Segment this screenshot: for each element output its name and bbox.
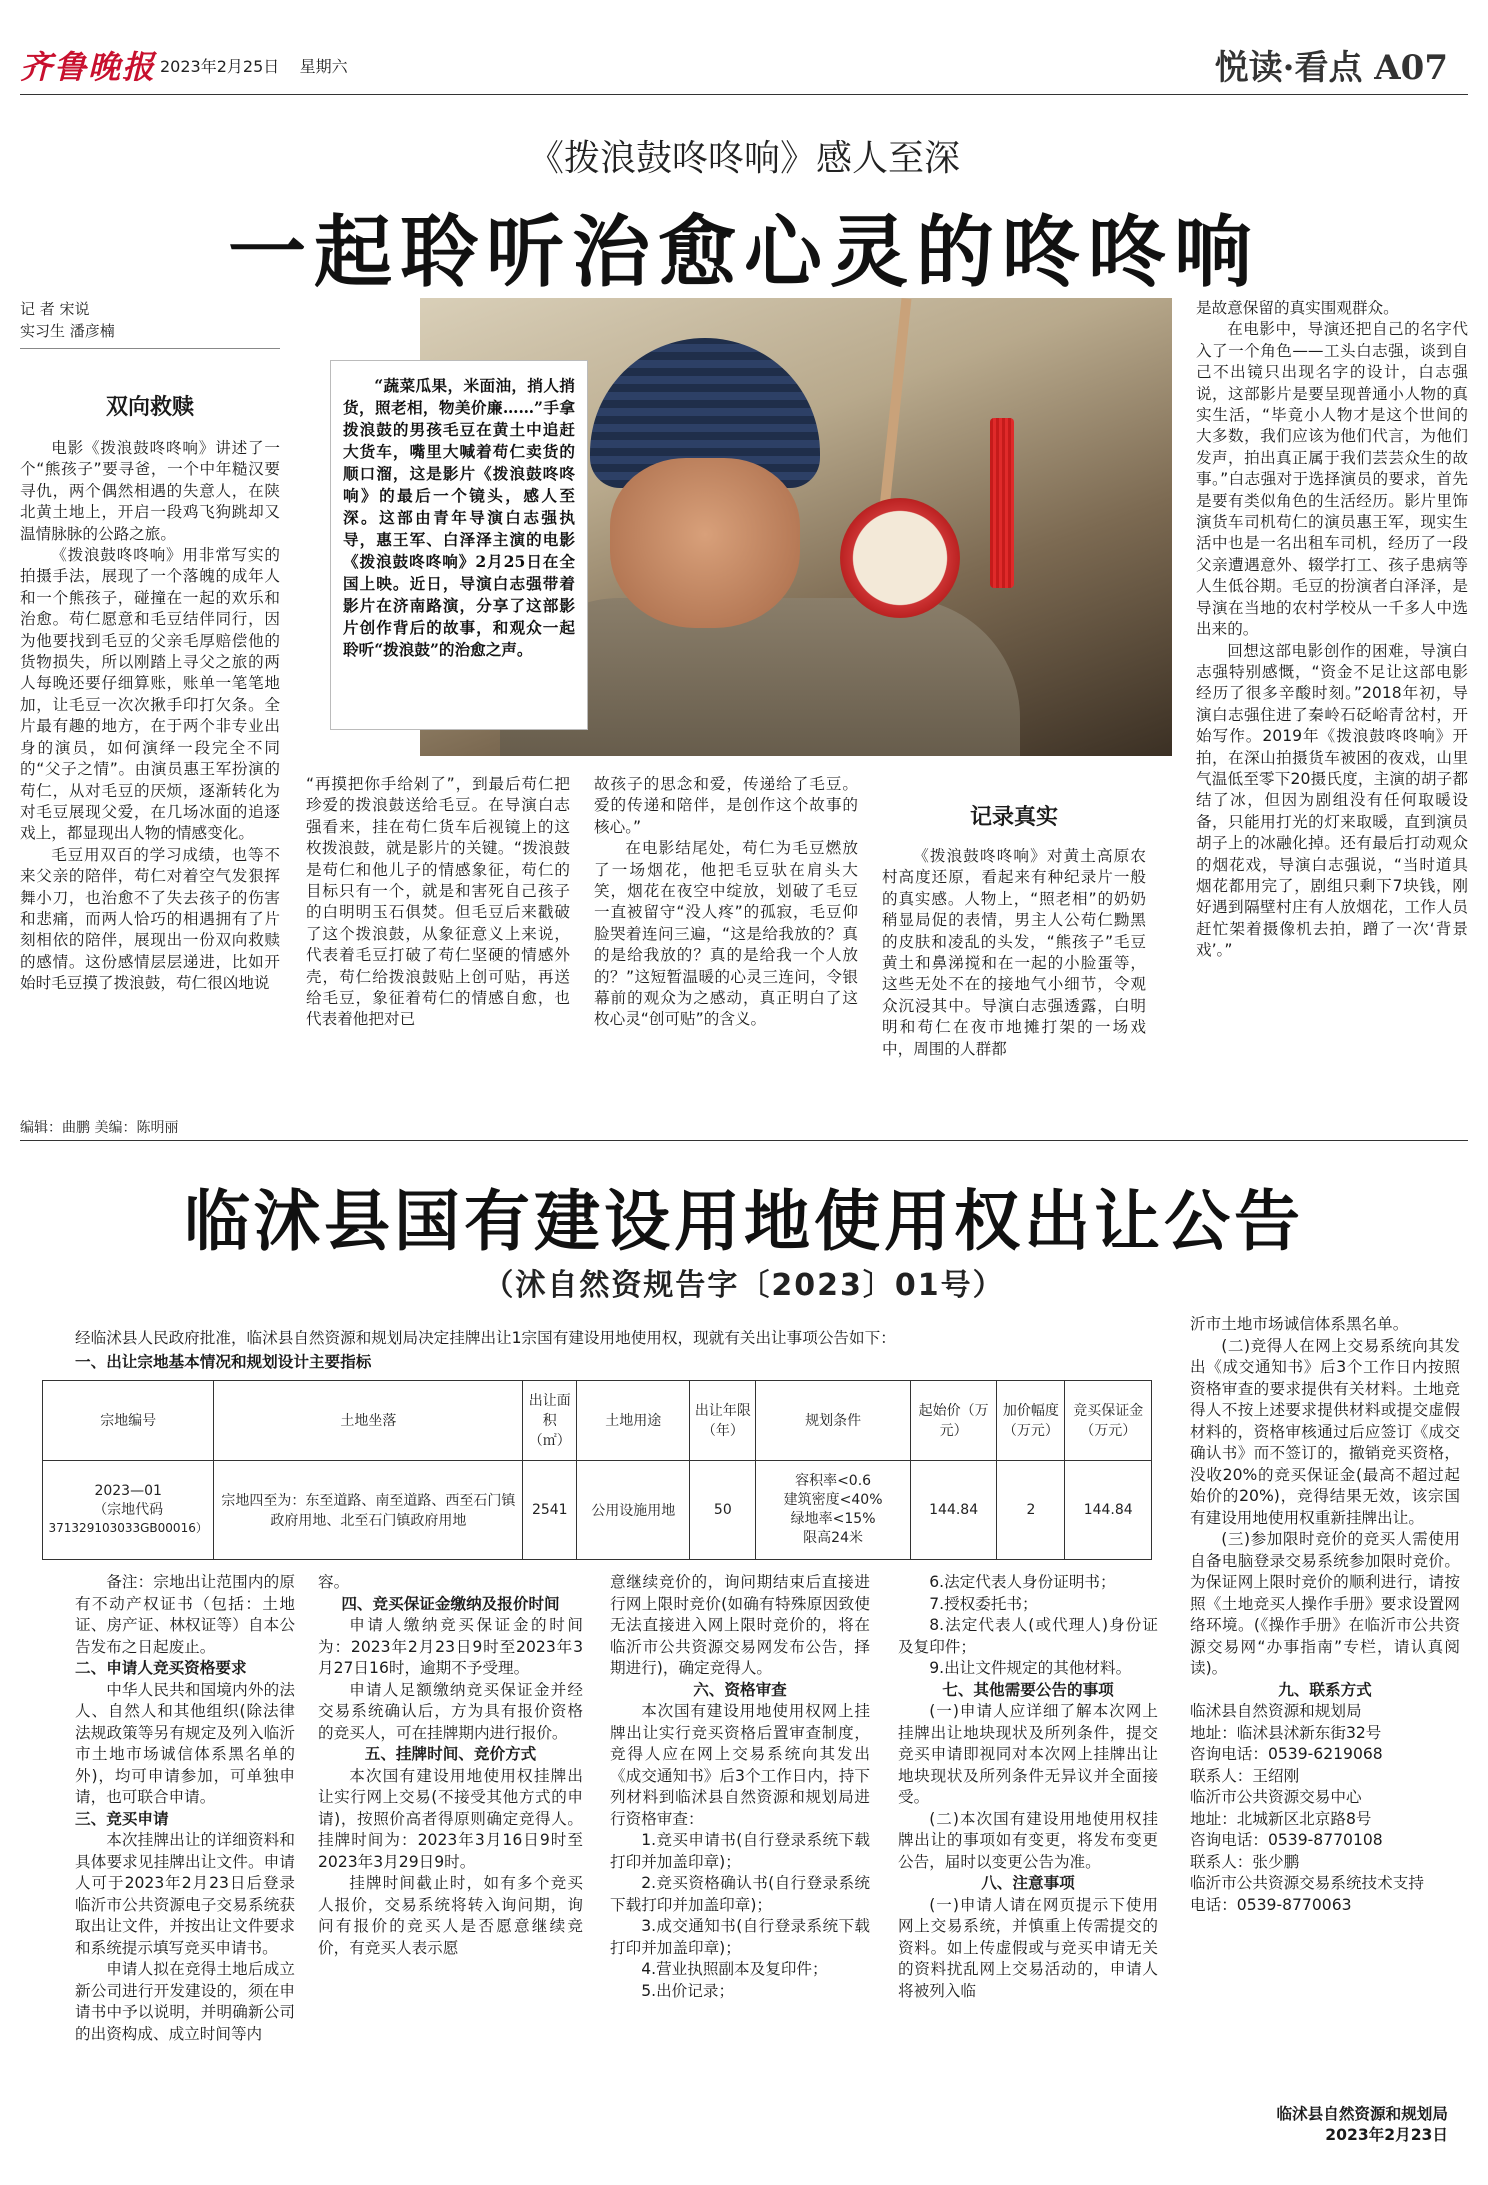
notice-intro: 经临沭县人民政府批准，临沭县自然资源和规划局决定挂牌出让1宗国有建设用地使用权，现就有关出让事项公告如下： <box>75 1329 896 1347</box>
notice-column-3: 意继续竞价的，询问期结束后直接进行网上限时竞价(如确有特殊原因致使无法直接进入网上限时竞价的，将在临沂市公共资源交易网发布公告，择期进行)，确定竞得人。 六、资格审查 本次国有建设用地使用权网上挂牌出让实行竞买资格后置审查制度，竞得人应在网上交易系统向其发出《成交通知书》后3个工作日内，持下列材料到临沭县自然资源和规划局进行资格审查： 1.竞买申请书(自行登录系统下载打印并加盖印章)； 2.竞买资格确认书(自行登录系统下载打印并加盖印章)； 3.成交通知书(自行登录系统下载打印并加盖印章)； 4.营业执照副本及复印件； 5.出价记录； <box>610 1573 870 2000</box>
byline: 记 者 宋说 实习生 潘彦楠 <box>20 298 280 349</box>
page-number: A07 <box>1374 48 1448 88</box>
land-parcel-table <box>42 1380 1152 1560</box>
notice-title: 临沭县国有建设用地使用权出让公告 <box>184 1182 1304 1260</box>
article-column-3: 故孩子的思念和爱，传递给了毛豆。爱的传递和陪伴，是创作这个故事的核心。” 在电影结尾处，苟仁为毛豆燃放了一场烟花，他把毛豆驮在肩头大笑，烟花在夜空中绽放，划破了毛豆一直被留守“没人疼”的孤寂，毛豆仰脸哭着连问三遍，“这是给我放的？真的是给我放的？真的是给我一个人放的？”这短暂温暖的心灵三连问，令银幕前的观众为之感动，真正明白了这枚心灵“创可贴”的含义。 <box>594 775 858 1029</box>
notice-subtitle: （沭自然资规告字〔2023〕01号） <box>483 1268 1005 1303</box>
subhead-mutual-redemption: 双向救赎 <box>105 394 194 420</box>
rattle-drum-shape <box>840 498 960 618</box>
red-tassel-shape <box>990 418 1014 588</box>
article-column-2: “再摸把你手给剁了”，到最后苟仁把珍爱的拨浪鼓送给毛豆。在导演白志强看来，挂在苟仁货车后视镜上的这枚拨浪鼓，就是影片的关键。“拨浪鼓是苟仁和他儿子的情感象征，苟仁的目标只有一个，就是和害死自己孩子的白明明玉石俱焚。但毛豆后来戳破了这个拨浪鼓，从象征意义上来说，代表着毛豆打破了苟仁坚硬的情感外壳，苟仁给拨浪鼓贴上创可贴，再送给毛豆，象征着苟仁的情感自愈，也代表着他把对已 <box>306 775 570 1029</box>
header-rule <box>20 94 1468 95</box>
article-headline: 一起聆听治愈心灵的咚咚响 <box>227 207 1260 298</box>
article-column-5: 是故意保留的真实围观群众。 在电影中，导演还把自己的名字代入了一个角色——工头白志强，谈到自己不出镜只出现名字的设计，白志强说，这部影片是要呈现普通小人物的真实生活，“毕竟小人物才是这个世间的大多数，我们应该为他们代言，为他们发声，拍出真正属于我们芸芸众生的故事。”白志强对于选择演员的要求，首先是要有类似角色的生活经历。影片里饰演货车司机苟仁的演员惠王军，现实生活中也是一名出租车司机，经历了一段父亲遭遇意外、辍学打工、孩子患病等人生低谷期。毛豆的扮演者白泽泽，是导演在当地的农村学校从一千多人中选出来的。 回想这部电影创作的困难，导演白志强特别感慨，“资金不足让这部电影经历了很多辛酸时刻。”2018年初，导演白志强住进了秦岭石砭峪青岔村，开始写作。2019年《拨浪鼓咚咚响》开拍，在深山拍摄货车被困的夜戏，山里气温低至零下20摄氏度，主演的胡子都结了冰，但因为剧组没有任何取暖设备，只能用打光的灯来取暖，直到演员胡子上的冰融化掉。还有最后打动观众的烟花戏，导演白志强说，“当时道具烟花都用完了，剧组只剩下7块钱，刚好遇到隔壁村庄有人放烟花，工作人员赶忙架着摄像机去拍，蹭了一次‘背景戏’。” <box>1196 299 1468 960</box>
table-header-row: 宗地编号 土地坐落 出让面积（㎡） 土地用途 出让年限（年） 规划条件 起始价（万元） 加价幅度（万元） 竞买保证金（万元） <box>43 1381 1152 1461</box>
subhead-record-truth: 记录真实 <box>969 804 1058 830</box>
article-column-1: 电影《拨浪鼓咚咚响》讲述了一个“熊孩子”要寻爸，一个中年糙汉要寻仇，两个偶然相遇的失意人，在陕北黄土地上，开启一段鸡飞狗跳却又温情脉脉的公路之旅。 《拨浪鼓咚咚响》用非常写实的拍摄手法，展现了一个落魄的成年人和一个熊孩子，碰撞在一起的欢乐和治愈。苟仁愿意和毛豆结伴同行，因为他要找到毛豆的父亲毛厚赔偿他的货物损失，所以刚踏上寻父之旅的两人每晚还要仔细算账，账单一笔笔地加，让毛豆一次次揪手印打欠条。全片最有趣的地方，在于两个非专业出身的演员，如何演绎一段完全不同的“父子之情”。由演员惠王军扮演的苟仁，从对毛豆的厌烦，逐渐转化为对毛豆展现父爱，在几场冰面的追逐戏上，都显现出人物的情感变化。 毛豆用双百的学习成绩，也等不来父亲的陪伴，苟仁对着空气发狠挥舞小刀，也治愈不了失去孩子的伤害和悲痛，而两人恰巧的相遇拥有了片刻相依的陪伴，展现出一份双向救赎的感情。这份感情层层递进，比如开始时毛豆摸了拨浪鼓，苟仁很凶地说 <box>20 439 280 993</box>
section-title: 悦读·看点 A07 <box>1214 48 1448 88</box>
notice-column-5: 沂市土地市场诚信体系黑名单。 (二)竞得人在网上交易系统向其发出《成交通知书》后3个工作日内按照资格审查的要求提供有关材料。土地竞得人不按上述要求提供材料或提交虚假材料的，资格审核通过后应签订《成交确认书》而不签订的，撤销竞买资格，没收20%的竞买保证金(最高不超过起始价的20%)，竞得结果无效，该宗国有建设用地使用权重新挂牌出让。 (三)参加限时竞价的竞买人需使用自备电脑登录交易系统参加限时竞价。为保证网上限时竞价的顺利进行，请按照《土地竞买人操作手册》要求设置网络环境。(《操作手册》在临沂市公共资源交易网“办事指南”专栏，请认真阅读)。 九、联系方式 临沭县自然资源和规划局 地址：临沭县沭新东街32号 咨询电话：0539-6219068 联系人：王绍刚 临沂市公共资源交易中心 地址：北城新区北京路8号 咨询电话：0539-8770108 联系人：张少鹏 临沂市公共资源交易系统技术支持 电话：0539-8770063 <box>1190 1314 1460 2129</box>
article-kicker: 《拨浪鼓咚咚响》感人至深 <box>527 138 960 179</box>
lead-quote-box: “蔬菜瓜果，米面油，捎人捎货，照老相，物美价廉……”手拿拨浪鼓的男孩毛豆在黄土中追赶大货车，嘴里大喊着苟仁卖货的顺口溜，这是影片《拨浪鼓咚咚响》的最后一个镜头，感人至深。这部由青年导演白志强执导，惠王军、白泽泽主演的电影《拨浪鼓咚咚响》2月25日在全国上映。近日，导演白志强带着影片在济南路演，分享了这部影片创作背后的故事，和观众一起聆听“拨浪鼓”的治愈之声。 <box>330 360 588 730</box>
editor-credit: 编辑：曲鹏 美编：陈明丽 <box>20 1120 179 1136</box>
notice-top-rule <box>20 1140 1468 1141</box>
issue-date: 2023年2月25日 星期六 <box>160 57 348 76</box>
notice-item-1: 一、出让宗地基本情况和规划设计主要指标 <box>75 1353 372 1371</box>
table-row: 2023—01 （宗地代码 371329103033GB00016） 宗地四至为：东至道路、南至道路、西至石门镇政府用地、北至石门镇政府用地 2541 公用设施用地 50 容积率<0.6 建筑密度<40% 绿地率<15% 限高24米 144.84 2 144.84 <box>43 1460 1152 1559</box>
face-shape <box>610 458 800 628</box>
contact-list: 临沭县自然资源和规划局 地址：临沭县沭新东街32号 咨询电话：0539-6219068 联系人：王绍刚 临沂市公共资源交易中心 地址：北城新区北京路8号 咨询电话：0539-8770108 联系人：张少鹏 临沂市公共资源交易系统技术支持 电话：0539-8770063 <box>1190 1702 1424 1914</box>
newspaper-logo: 齐鲁晚报 <box>20 48 157 86</box>
notice-column-1: 备注：宗地出让范围内的原有不动产权证书（包括：土地证、房产证、林权证等）自本公告发布之日起废止。 二、申请人竞买资格要求 中华人民共和国境内外的法人、自然人和其他组织(除法律法规政策等另有规定及列入临沂市土地市场诚信体系黑名单的外)，均可申请参加，可单独申请，也可联合申请。 三、竞买申请 本次挂牌出让的详细资料和具体要求见挂牌出让文件。申请人可于2023年2月23日后登录临沂市公共资源电子交易系统获取出让文件，并按出让文件要求和系统提示填写竞买申请书。 申请人拟在竞得土地后成立新公司进行开发建设的，须在申请书中予以说明，并明确新公司的出资构成、成立时间等内 <box>75 1573 295 2043</box>
notice-column-2: 容。 四、竞买保证金缴纳及报价时间 申请人缴纳竞买保证金的时间为：2023年2月23日9时至2023年3月27日16时，逾期不予受理。 申请人足额缴纳竞买保证金并经交易系统确认后，方为具有报价资格的竞买人，可在挂牌期内进行报价。 五、挂牌时间、竞价方式 本次国有建设用地使用权挂牌出让实行网上交易(不接受其他方式的申请)，按照价高者得原则确定竞得人。挂牌时间为：2023年3月16日9时至2023年3月29日9时。 挂牌时间截止时，如有多个竞买人报价，交易系统将转入询问期，询问有报价的竞买人是否愿意继续竞价，有竞买人表示愿 <box>318 1573 583 1957</box>
notice-column-4: 6.法定代表人身份证明书； 7.授权委托书； 8.法定代表人(或代理人)身份证及复印件； 9.出让文件规定的其他材料。 七、其他需要公告的事项 (一)申请人应详细了解本次网上挂牌出让地块现状及所列条件，提交竞买申请即视同对本次网上挂牌出让地块现状及所列条件无异议并全面接受。 (二)本次国有建设用地使用权挂牌出让的事项如有变更，将发布变更公告，届时以变更公告为准。 八、注意事项 (一)申请人请在网页提示下使用网上交易系统，并慎重上传需提交的资料。如上传虚假或与竞买申请无关的资料扰乱网上交易活动的，申请人将被列入临 <box>898 1573 1158 2000</box>
drum-stick-shape <box>879 298 912 518</box>
article-column-4: 《拨浪鼓咚咚响》对黄土高原农村高度还原，看起来有种纪录片一般的真实感。人物上，“照老相”的奶奶稍显局促的表情，男主人公苟仁黝黑的皮肤和凌乱的头发，“熊孩子”毛豆黄土和鼻涕搅和在一起的小脸蛋等，这些无处不在的接地气小细节，令观众沉浸其中。导演白志强透露，白明明和苟仁在夜市地摊打架的一场戏中，周围的人群都 <box>882 847 1146 1058</box>
notice-signature: 临沭县自然资源和规划局 2023年2月23日 <box>1276 2105 1448 2144</box>
